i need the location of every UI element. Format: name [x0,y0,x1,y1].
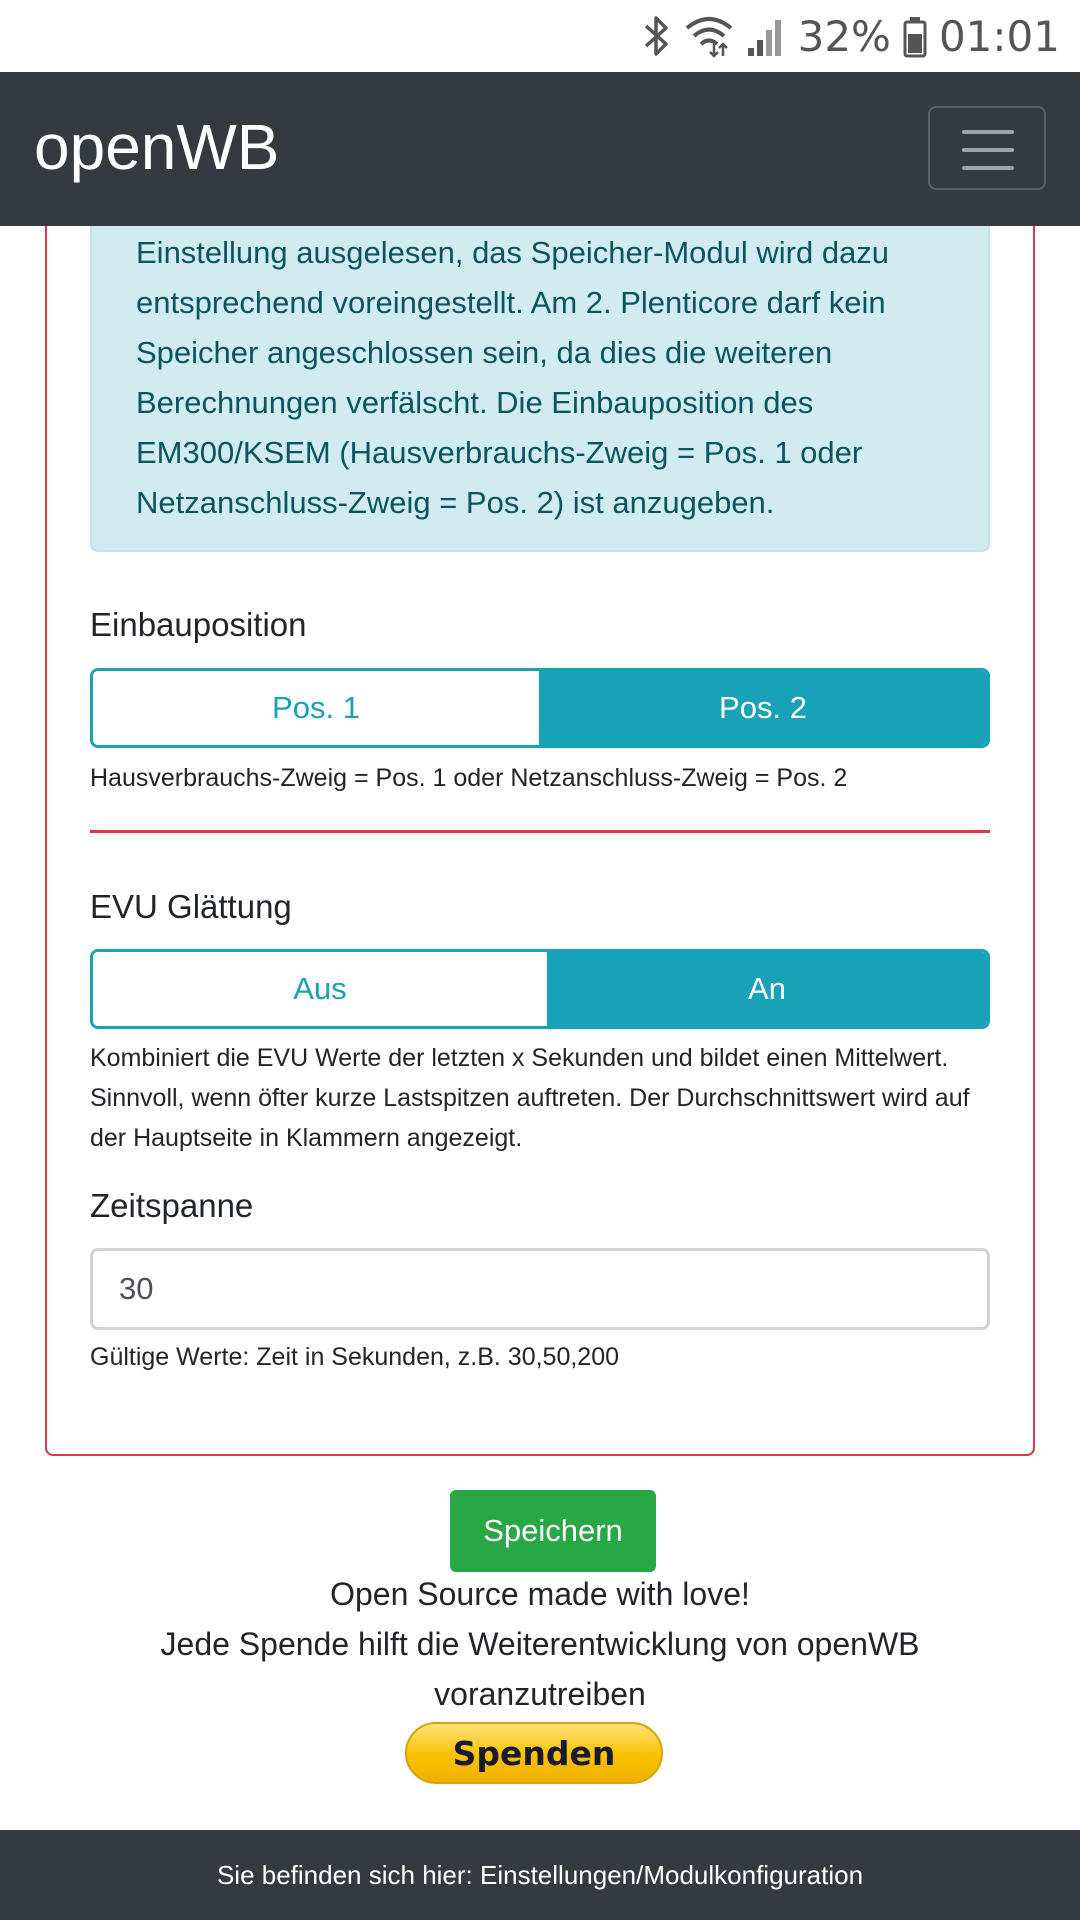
evu-glaettung-label: EVU Glättung [90,888,292,925]
footer-donation-text: Jede Spende hilft die Weiterentwicklung von openWB [160,1626,920,1662]
battery-percent: 32% [797,11,891,61]
section-divider [90,830,990,833]
einbauposition-help: Hausverbrauchs-Zweig = Pos. 1 oder Netzanschluss-Zweig = Pos. 2 [90,764,848,792]
breadcrumb-bar [0,1830,1080,1920]
evu-glaettung-an-button[interactable]: An [547,952,987,1026]
zeitspanne-input[interactable]: 30 [90,1248,990,1330]
wifi-icon [684,14,734,58]
signal-icon [746,14,786,58]
clock: 01:01 [938,11,1060,61]
breadcrumb: Sie befinden sich hier: Einstellungen/Modulkonfiguration [216,1859,864,1890]
status-bar [0,0,1080,72]
donate-button[interactable]: Spenden [405,1722,663,1784]
evu-glaettung-aus-button[interactable]: Aus [93,952,547,1026]
brand-logo[interactable]: openWB [34,111,280,183]
zeitspanne-label: Zeitspanne [90,1187,254,1224]
battery-icon [903,14,927,58]
einbauposition-toggle [90,668,990,748]
einbauposition-pos2-button[interactable]: Pos. 2 [539,671,987,745]
zeitspanne-help: Gültige Werte: Zeit in Sekunden, z.B. 30,50,200 [90,1343,620,1371]
einbauposition-pos1-button[interactable]: Pos. 1 [93,671,539,745]
info-alert-text: Einstellung ausgelesen, das Speicher-Modul wird dazu entsprechend voreingestellt. Am 2. Plenticore darf kein Speicher angeschlossen sein, da dies die weiteren Berechnungen verfälscht. Die Einbauposition des EM300/KSEM (Hausverbrauchs-Zweig = Pos. 1 oder Netzanschluss-Zweig = Pos. 2) ist anzugeben. [136,235,890,520]
info-alert [90,226,990,552]
status-icons [642,0,1060,72]
navbar [0,72,1080,226]
hamburger-menu-icon[interactable] [928,106,1046,190]
footer-donation-text-cont: voranzutreiben [434,1676,646,1712]
evu-glaettung-help: Kombiniert die EVU Werte der letzten x Sekunden und bildet einen Mittelwert. Sinnvoll, wenn öfter kurze Lastspitzen auftreten. Der Durchschnittswert wird auf der Hauptseite in Klammern angezeigt. [90,1044,970,1152]
evu-glaettung-toggle [90,949,990,1029]
einbauposition-label: Einbauposition [90,606,307,643]
bluetooth-icon [642,14,672,58]
footer-love-text: Open Source made with love! [330,1576,750,1612]
save-button[interactable]: Speichern [450,1490,656,1572]
